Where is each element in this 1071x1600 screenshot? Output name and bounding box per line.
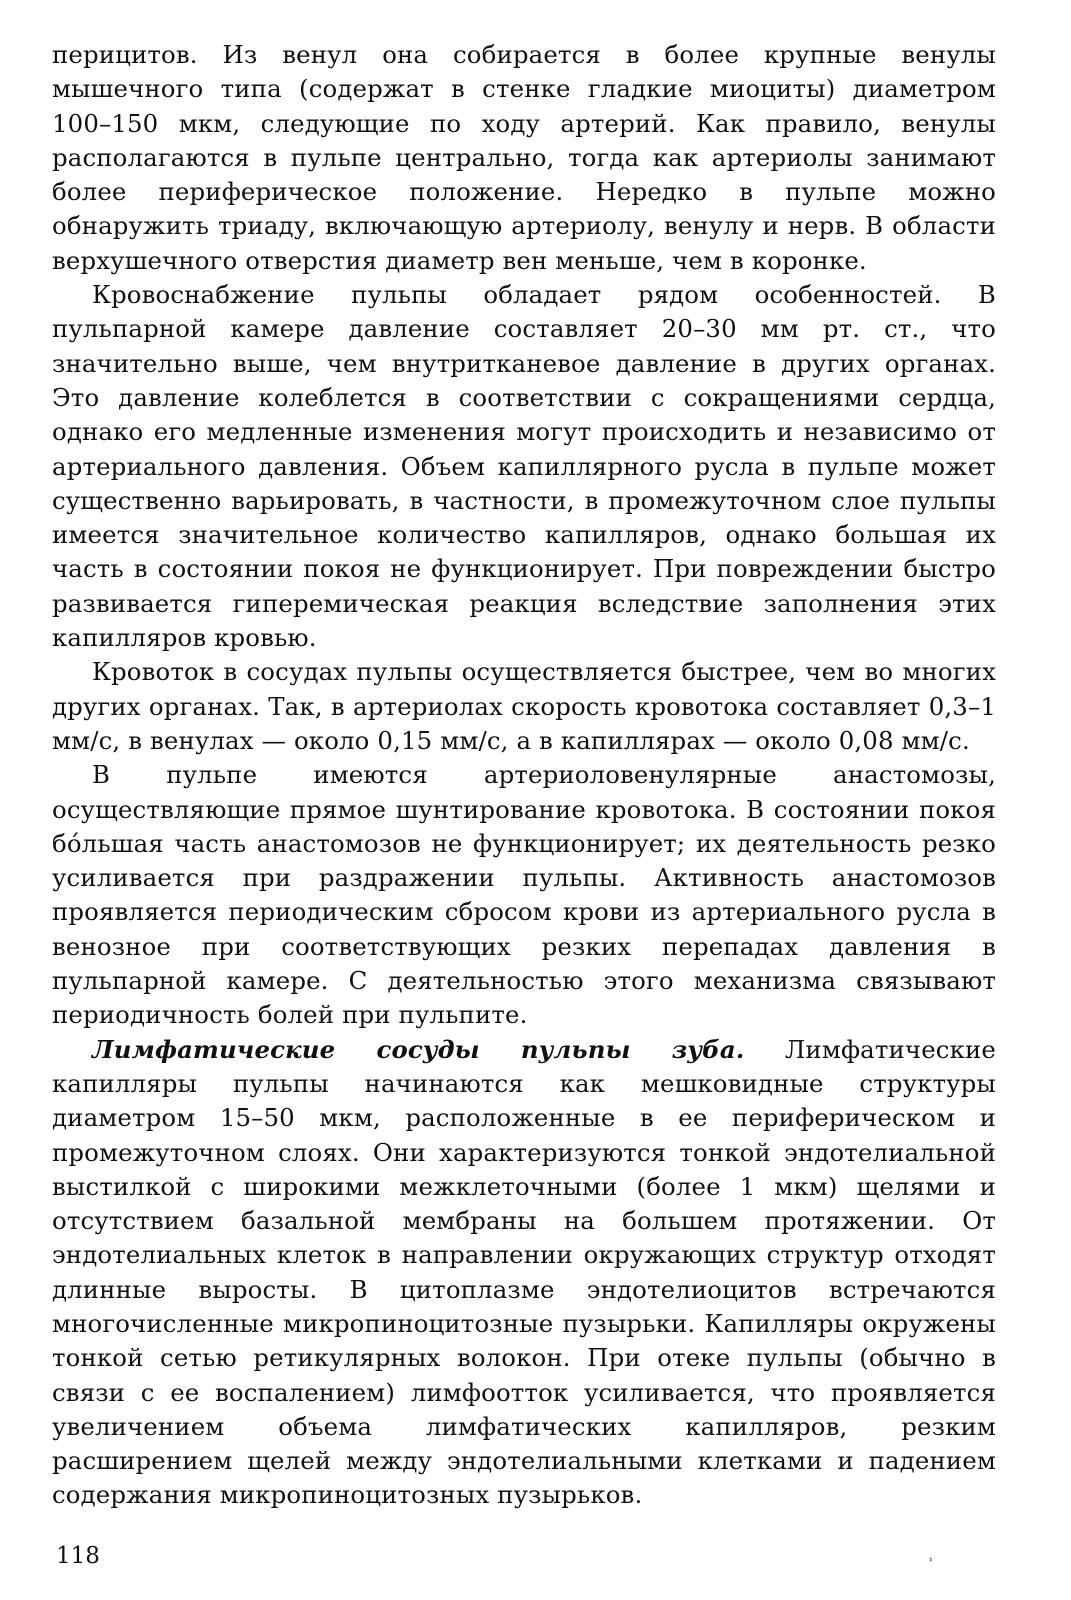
page-number: 118 [56, 1543, 100, 1569]
paragraph-text: перицитов. Из венул она собирается в более крупные венулы мышечного типа (содержат в стенке гладкие миоциты) диаметром 100–150 мкм, следующие по ходу артерий. Как правило, венулы располагаются в пульпе центрально, тогда как артериолы занимают более периферическое положение. Нередко в пульпе можно обнаружить триаду, включающую артериолу, венулу и нерв. В области верхушечного отверстия диаметр вен меньше, чем в коронке. [52, 40, 996, 275]
paragraph-anastomoses [52, 758, 996, 1032]
stray-print-mark: ˒ [929, 1553, 934, 1569]
paragraph-text: Кровоснабжение пульпы обладает рядом особенностей. В пульпарной камере давление составляет 20–30 мм рт. ст., что значительно выше, чем внутритканевое давление в других органах. Это давление колеблется в соответствии с сокращениями сердца, однако его медленные изменения могут происходить и независимо от артериального давления. Объем капиллярного русла в пульпе может существенно варьировать, в частности, в промежуточном слое пульпы имеется значительное количество капилляров, однако большая их часть в состоянии покоя не функционирует. При повреждении быстро развивается гиперемическая реакция вследствие заполнения этих капилляров кровью. [52, 280, 996, 653]
paragraph-text: В пульпе имеются артериоловенулярные анастомозы, осуществляющие прямое шунтирование кровотока. В состоянии покоя бо́льшая часть анастомозов не функционирует; их деятельность резко усиливается при раздражении пульпы. Активность анастомозов проявляется периодическим сбросом крови из артериального русла в венозное при соответствующих резких перепадах давления в пульпарной камере. С деятельностью этого механизма связывают периодичность болей при пульпите. [52, 760, 996, 1030]
paragraph-text: Кровоток в сосудах пульпы осуществляется быстрее, чем во многих других органах. Так, в артериолах скорость кровотока составляет 0,3–1 мм/с, в венулах — около 0,15 мм/с, а в капиллярах — около 0,08 мм/с. [52, 657, 996, 755]
section-run-in-heading: Лимфатические сосуды пульпы зуба. [92, 1034, 745, 1064]
paragraph-blood-supply [52, 278, 996, 655]
body-text [52, 38, 996, 1513]
paragraph-text: Лимфатические капилляры пульпы начинаются как мешковидные структуры диаметром 15–50 мкм, расположенные в ее периферическом и промежуточном слоях. Они характеризуются тонкой эндотелиальной выстилкой с широкими межклеточными (более 1 мкм) щелями и отсутствием базальной мембраны на большем протяжении. От эндотелиальных клеток в направлении окружающих структур отходят длинные выросты. В цитоплазме эндотелиоцитов встречаются многочисленные микропиноцитозные пузырьки. Капилляры окружены тонкой сетью ретикулярных волокон. При отеке пульпы (обычно в связи с ее воспалением) лимфоотток усиливается, что проявляется увеличением объема лимфатических капилляров, резким расширением щелей между эндотелиальными клетками и падением содержания микропиноцитозных пузырьков. [52, 1034, 996, 1510]
paragraph-venules [52, 38, 996, 278]
paragraph-lymphatic-vessels [52, 1033, 996, 1513]
paragraph-blood-flow [52, 655, 996, 758]
